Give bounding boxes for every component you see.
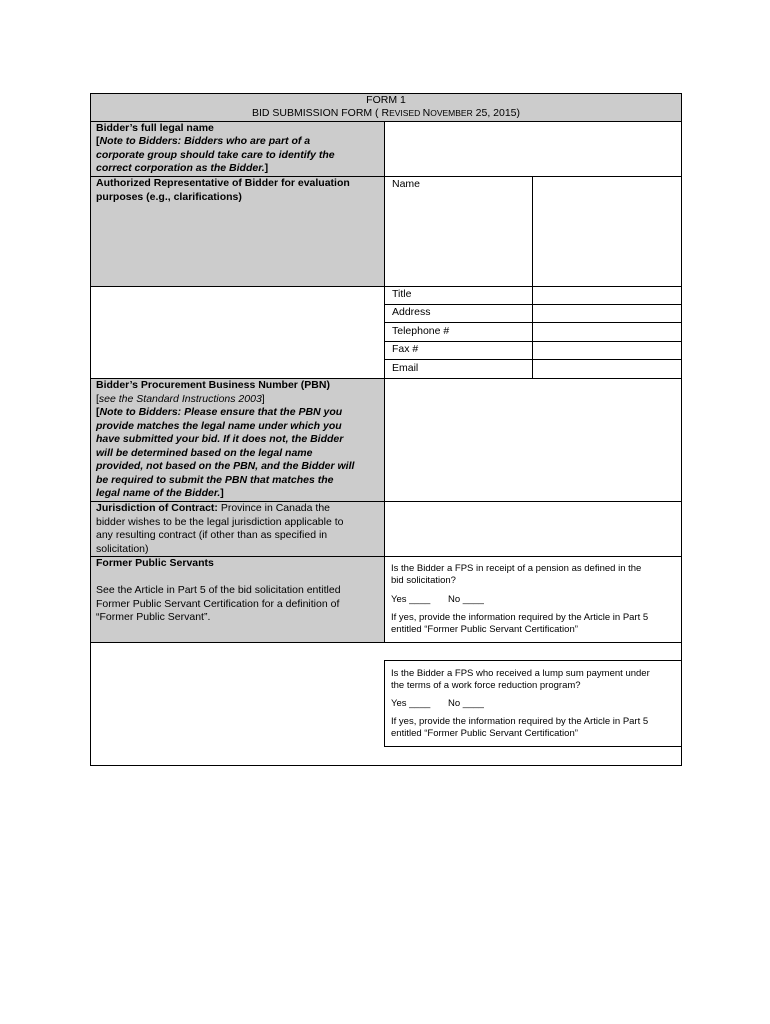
representative-label: Authorized Representative of Bidder for evaluation purposes (e.g., clarifications) xyxy=(96,177,350,203)
fps-pension-yes[interactable]: Yes ____ xyxy=(391,594,431,605)
legal-name-field[interactable] xyxy=(385,122,681,176)
name-field[interactable] xyxy=(533,177,681,286)
fps-label: Former Public Servants xyxy=(96,557,214,569)
address-field[interactable] xyxy=(533,305,681,322)
fps-description: See the Article in Part 5 of the bid solicitation entitled Former Public Servant Certification for a definition of “Former Public Servant”. xyxy=(96,584,341,623)
fps-pension-no[interactable]: No ____ xyxy=(448,594,484,605)
field-label-address: Address xyxy=(392,306,431,318)
field-label-fax: Fax # xyxy=(392,343,419,355)
fax-field[interactable] xyxy=(533,342,681,359)
form-title: BID SUBMISSION FORM ( REVISED NOVEMBER 25, 2015) xyxy=(251,107,521,119)
field-label-title: Title xyxy=(392,288,412,300)
fps-pension-question: Is the Bidder a FPS in receipt of a pension as defined in the bid solicitation? xyxy=(391,563,642,586)
fps-lump-sum-if-yes: If yes, provide the information required by the Article in Part 5 entitled “Former Public Servant Certification” xyxy=(391,716,649,739)
fps-lump-sum-question: Is the Bidder a FPS who received a lump sum payment under the terms of a work force reduction program? xyxy=(391,668,650,691)
pbn-label-block: Bidder’s Procurement Business Number (PBN) [see the Standard Instructions 2003] [Note to Bidders: Please ensure that the PBN you provide matches the legal name under which you have submitted your bid. If it does not, the Bidder will be determined based on the legal name provided, not based on the PBN, and the Bidder will be required to submit the PBN that matches the legal name of the Bidder.] xyxy=(96,379,355,499)
form-number: FORM 1 xyxy=(366,94,406,106)
field-label-name: Name xyxy=(392,178,421,190)
jurisdiction-field[interactable] xyxy=(385,502,681,556)
fps-pension-if-yes: If yes, provide the information required by the Article in Part 5 entitled “Former Public Servant Certification” xyxy=(391,612,649,635)
legal-name-note: [Note to Bidders: Bidders who are part of a corporate group should take care to identify the correct corporation as the Bidder.] xyxy=(96,135,335,174)
title-field[interactable] xyxy=(533,287,681,304)
jurisdiction-label-block: Jurisdiction of Contract: Province in Canada the bidder wishes to be the legal jurisdiction applicable to any resulting contract (if other than as specified in solicitation) xyxy=(96,502,344,555)
fps-lump-sum-no[interactable]: No ____ xyxy=(448,698,484,709)
field-label-email: Email xyxy=(392,362,419,374)
legal-name-label: Bidder’s full legal name xyxy=(96,122,214,134)
pbn-field[interactable] xyxy=(385,379,681,501)
email-field[interactable] xyxy=(533,360,681,378)
field-label-telephone: Telephone # xyxy=(392,325,450,337)
telephone-field[interactable] xyxy=(533,323,681,341)
fps-lump-sum-yes[interactable]: Yes ____ xyxy=(391,698,431,709)
